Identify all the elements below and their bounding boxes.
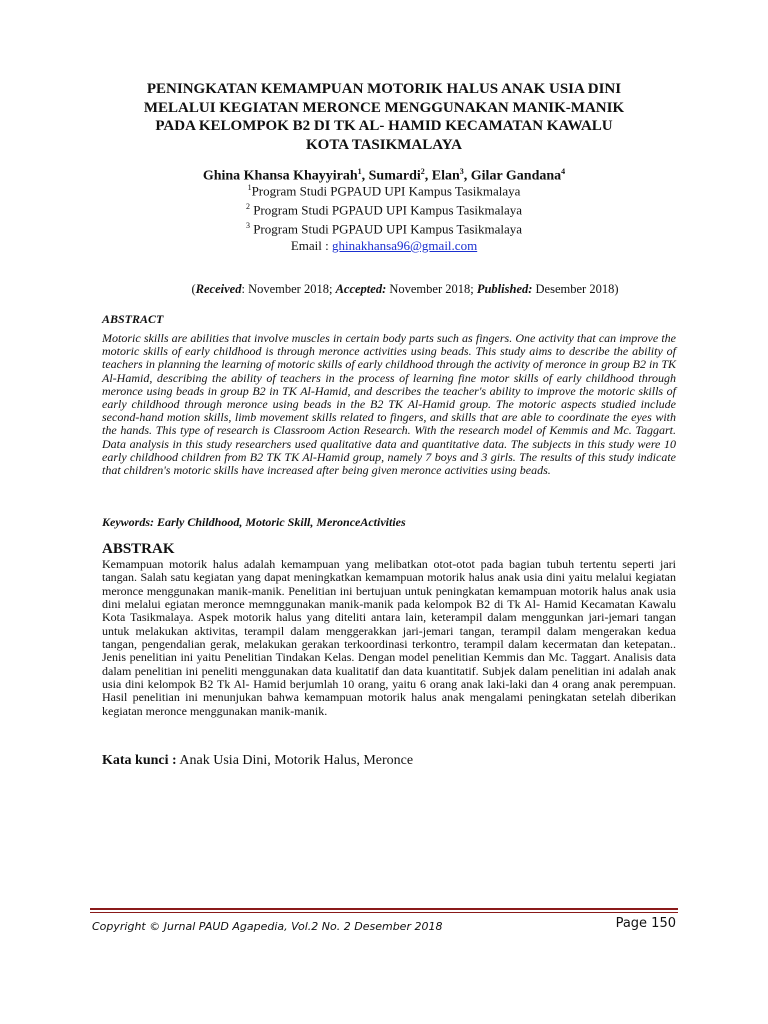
- accepted-value: November 2018;: [386, 282, 477, 296]
- author-name: Gilar Gandana: [470, 168, 562, 184]
- title-line: PENINGKATAN KEMAMPUAN MOTORIK HALUS ANAK USIA DINI: [146, 81, 622, 97]
- kata-kunci-text: Anak Usia Dini, Motorik Halus, Meronce: [176, 753, 414, 768]
- affiliation-line: [90, 218, 678, 237]
- footer-rule-thick: [90, 908, 678, 910]
- author-sep: ,: [463, 168, 471, 184]
- footer-rule-thin: [90, 912, 678, 913]
- keywords: Keywords: Early Childhood, Motoric Skill, MeronceActivities: [102, 515, 406, 529]
- abstract-heading: ABSTRACT: [102, 312, 164, 326]
- affiliation-sup: 1: [247, 183, 252, 192]
- author-sup: 1: [357, 167, 362, 176]
- author-sup: 2: [420, 167, 425, 176]
- author-name: Elan: [431, 168, 460, 184]
- affiliation-text: Program Studi PGPAUD UPI Kampus Tasikmalaya: [249, 202, 523, 218]
- email-line: [90, 238, 678, 254]
- abstrak-text: Kemampuan motorik halus adalah kemampuan yang melibatkan otot-otot pada bagian tubuh tertentu seperti jari tangan. Salah satu kegiatan yang dapat meningkatkan kemampuan motorik halus anak usia dini yaitu melalui kegiatan meronce menggunakan manik-manik. Penelitian ini bertujuan untuk peningkatan kemampuan motorik halus anak usia dini melalui egiatan meronce memnggunakan manik-manik pada kelompok B2 di Tk Al- Hamid Kecamatan Kawalu Kota Tasikmalaya. Aspek motorik halus yang diteliti antara lain, keterampil dalam menggunkan jari-jemari tangan untuk melakukan aktivitas, terampil dalam menggerakkan jari-jemari tangan, terampil dalam mengerakan kedua tangan, pengendalian gerak, melakukan gerakan terkoordinasi terkontro, terampil dalam kecermatan dan ketepatan.. Jenis penelitian ini yaitu Penelitian Tindakan Kelas. Dengan model penelitian Kemmis dan Mc. Taggart. Analisis data dalam penelitian ini peneliti menggunakan data kualitatif dan data kuantitatif. Subjek dalam penelitian ini adalah anak usia dini kelompok B2 Tk Al- Hamid berjumlah 10 orang, yaitu 6 orang anak laki-laki dan 4 orang anak perempuan. Hasil penelitian ini menunjukan bahwa kemampuan motorik halus anak mengalami peningkatan setelah diberikan kegiatan meronce menggunakan manik-manik.: [102, 557, 676, 718]
- title-line: MELALUI KEGIATAN MERONCE MENGGUNAKAN MANIK-MANIK: [143, 99, 625, 116]
- page-number: Page 150: [615, 916, 676, 931]
- published-value: Desember 2018: [532, 282, 615, 296]
- author-sep: ,: [361, 168, 369, 184]
- affiliation-text: Program Studi PGPAUD UPI Kampus Tasikmalaya: [251, 183, 521, 199]
- kata-kunci-label: Kata kunci :: [102, 753, 177, 768]
- accepted-label: Accepted:: [335, 282, 387, 296]
- affiliation-sup: 2: [245, 201, 250, 211]
- title-line: KOTA TASIKMALAYA: [305, 136, 463, 153]
- author-sup: 3: [459, 167, 464, 176]
- affiliation-sup: 3: [245, 220, 250, 230]
- email-link[interactable]: ghinakhansa96@gmail.com: [331, 238, 478, 253]
- received-label: Received: [195, 282, 242, 296]
- abstract-text: Motoric skills are abilities that involve muscles in certain body parts such as fingers. One activity that can improve the motoric skills of early childhood is through meronce activities using beads. This study aims to describe the ability of teachers in planning the learning of motoric skills of early childhood through the activity of meronce in group B2 in TK Al-Hamid, describing the ability of teachers in the process of learning fine motor skills of early childhood through meronce using beads in group B2 in TK Al-Hamid, and describes the teacher's ability to improve the motoric skills of early childhood through meronce using beads in the B2 TK Al-Hamid group. The motoric aspects studied include second-hand motion skills, limb movement skills related to fingers, and skills that are able to coordinate the eyes with the hands. This type of research is Classroom Action Research. With the research model of Kemmis and Mc. Taggart. Data analysis in this study researchers used qualitative data and quantitative data. The subjects in this study were 10 early childhood children from B2 TK TK Al-Hamid group, namely 7 boys and 3 girls. The results of this study indicate that children's motoric skills have increased after being given meronce activities using beads.: [102, 331, 676, 478]
- author-sup: 4: [561, 167, 566, 176]
- affiliation-line: [90, 199, 678, 218]
- kata-kunci: [102, 753, 413, 769]
- author-name: Sumardi: [368, 168, 421, 184]
- email-label: Email :: [290, 238, 332, 253]
- publication-dates: (Received: November 2018; Accepted: November 2018; Published: Desember 2018): [191, 282, 619, 296]
- author-name: Ghina Khansa Khayyirah: [202, 168, 358, 184]
- abstrak-heading: ABSTRAK: [102, 541, 175, 557]
- published-label: Published:: [476, 282, 533, 296]
- received-value: : November 2018;: [241, 282, 336, 296]
- paper-title: [90, 80, 678, 154]
- affiliation-line: [90, 180, 678, 199]
- title-line: PADA KELOMPOK B2 DI TK AL- HAMID KECAMATAN KAWALU: [155, 118, 613, 134]
- affiliations: [90, 180, 678, 236]
- author-sep: ,: [424, 168, 432, 184]
- affiliation-text: Program Studi PGPAUD UPI Kampus Tasikmalaya: [249, 220, 523, 236]
- footer-copyright: Copyright © Jurnal PAUD Agapedia, Vol.2 No. 2 Desember 2018: [92, 920, 443, 933]
